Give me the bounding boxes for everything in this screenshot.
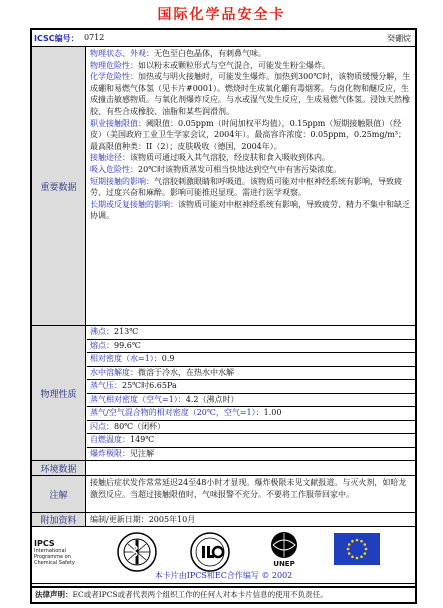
property-key: 蒸气/空气混合物的相对密度（20℃，空气=1）： [90,408,264,417]
card-title: 国际化学品安全卡 [157,7,286,23]
paragraph-text: 20℃时该物质蒸发可相当快地达到空气中有害污染浓度。 [138,164,342,174]
legal-label: 法律声明： [35,590,73,599]
paragraph-text: 该物质可能对中枢神经系统有影响，导致疲劳、精力不集中和缺乏协调。 [90,199,410,221]
ipcs-line: Programme on [34,553,71,560]
eu-star-icon [351,555,354,558]
property-key: 蒸气相对密度（空气=1）： [90,394,186,404]
eu-star-icon [348,552,351,555]
property-key: 水中溶解度： [90,367,138,377]
property-value: 80℃（闭杯） [114,421,166,431]
section-environment [32,461,415,476]
paragraph-text: 气溶胶刺激眼睛和呼吸道。该物质可能对中枢神经系统有影响，导致疲劳、过度兴奋和麻醉。影响可能推迟显现。需进行医学观察。 [90,176,402,198]
unep-label: UNEP [273,560,295,568]
notes-content: 接触后症状发作常常延迟24至48小时才显现。爆炸极限未见文献报道。与灭火剂，如哈龙激烈反应。当超过接触限值时，气味报警不充分。不要将工作服带回家中。 [90,478,407,499]
section-label: 环境数据 [32,461,86,475]
paragraph-text: 该物质可通过吸入其气溶胶，经皮肤和食入吸收到体内。 [130,153,330,163]
footer-logos [32,527,415,569]
paragraph-text: 如以粉末或颗粒形式与空气混合，可能发生粉尘爆炸。 [138,60,330,70]
chemical-name: 癸硼烷 [387,34,411,43]
property-value: 149℃ [130,435,155,444]
eu-star-icon [348,543,351,546]
eu-star-icon [363,543,366,546]
ipcs-line: Chemical Safety [34,559,75,566]
paragraph-key: 长期或反复接触的影响： [90,199,178,209]
paragraph-key: 短期接触的影响： [90,176,154,186]
property-line [87,367,415,381]
icsc-number: 0712 [84,33,105,42]
footer-caption-row [32,569,415,584]
paragraph-key: 物理危险性： [90,60,138,70]
section-physical-properties [32,326,415,461]
eu-star-icon [347,548,350,551]
property-value: 0.9 [161,354,175,363]
physical-properties-content [87,326,415,460]
section-label: 重要数据 [32,47,86,325]
property-key: 沸点： [90,327,114,336]
eu-star-icon [351,540,354,543]
property-key: 相对密度（水=1）： [90,354,162,363]
extra-info-content: 编制/更新日期：2005年10月 [90,515,196,524]
eu-star-icon [360,540,363,543]
important-data-content [87,47,415,325]
paragraph-key: 物理状态、外观： [90,49,154,58]
property-line [87,394,415,408]
property-line [87,434,415,448]
section-notes [32,476,415,513]
property-value: 1.00 [263,408,282,417]
eu-star-icon [360,555,363,558]
ipcs-line: International [34,547,66,554]
property-key: 蒸气压： [90,381,122,390]
paragraph-text: 阈限值：0.05ppm（时间加权平均值），0.15ppm（短期接触限值）（经皮）（美国政府工业卫生学家会议，2004年）。最高容许浓度：0.05ppm，0.25mg/m³；最高限值种类：II（2）；皮肤吸收（德国，2004年）。 [90,118,407,151]
property-value: 99.6℃ [114,340,141,350]
section-extra-info [32,513,415,527]
legal-text: EC或者IPCS或者代表两个组织工作的任何人对本卡片信息的使用不负责任。 [72,590,328,599]
unep-logo [260,529,308,569]
property-line [87,326,415,340]
property-key: 熔点： [90,340,114,350]
data-paragraph [90,118,412,153]
data-paragraph [90,164,412,176]
data-paragraph [90,176,412,199]
paragraph-key: 职业接触限值： [90,118,146,128]
eu-flag-icon [334,533,380,565]
property-line [87,380,415,394]
paragraph-text: 无色至白色晶体，有刺鼻气味。 [154,49,266,58]
legal-row [30,586,417,604]
card-frame [30,28,417,588]
property-value: 4.2（沸点时） [185,394,239,404]
property-line [87,407,415,421]
property-line [87,421,415,435]
eu-star-icon [356,557,359,560]
property-key: 闪点： [90,421,114,431]
eu-star-icon [356,539,359,542]
section-label: 物理性质 [32,326,86,460]
paragraph-key: 化学危险性： [90,72,138,82]
environment-content [87,461,415,475]
eu-star-icon [363,552,366,555]
paragraph-text: 加热或与明火接触时，可能发生爆炸。加热到300℃时，该物质缓慢分解，生成硼和易燃气体氢（见卡片#0001）。燃烧时生成氧化硼有毒烟雾。与卤化物和醚反应，生成撞击敏感物质。与氧化剂爆炸反应。与水或湿气发生反应，生成易燃气体氢。浸蚀天然橡胶、有些合成橡胶、油脂和某些润滑剂。 [90,72,411,116]
data-paragraph [90,71,412,117]
data-paragraph [90,60,412,72]
section-important-data [32,47,415,326]
data-paragraph [90,199,412,222]
property-value: 微溶于冷水，在热水中水解 [138,367,234,377]
unep-globe-icon [265,530,303,560]
ipcs-logo [34,532,94,572]
property-value: 213℃ [114,327,139,336]
data-paragraph [90,152,412,164]
icsc-label: ICSC编号： [34,34,79,43]
property-line [87,448,415,461]
property-key: 爆炸极限： [90,448,130,458]
section-label: 注解 [32,476,86,512]
ipcs-title: IPCS [34,538,55,548]
card-header [32,30,415,47]
paragraph-key: 接触途径： [90,153,130,163]
property-key: 自燃温度： [90,435,130,444]
footer-caption: 本卡片由IPCS和EC合作编写 © 2002 [154,571,293,580]
paragraph-key: 吸入危险性： [90,164,138,174]
section-label: 附加资料 [32,513,86,526]
property-value: 25℃时6.65Pa [122,381,177,390]
data-paragraph [90,48,412,60]
property-value: 见注解 [130,448,154,458]
eu-star-icon [365,548,368,551]
property-line [87,340,415,354]
property-line [87,353,415,367]
